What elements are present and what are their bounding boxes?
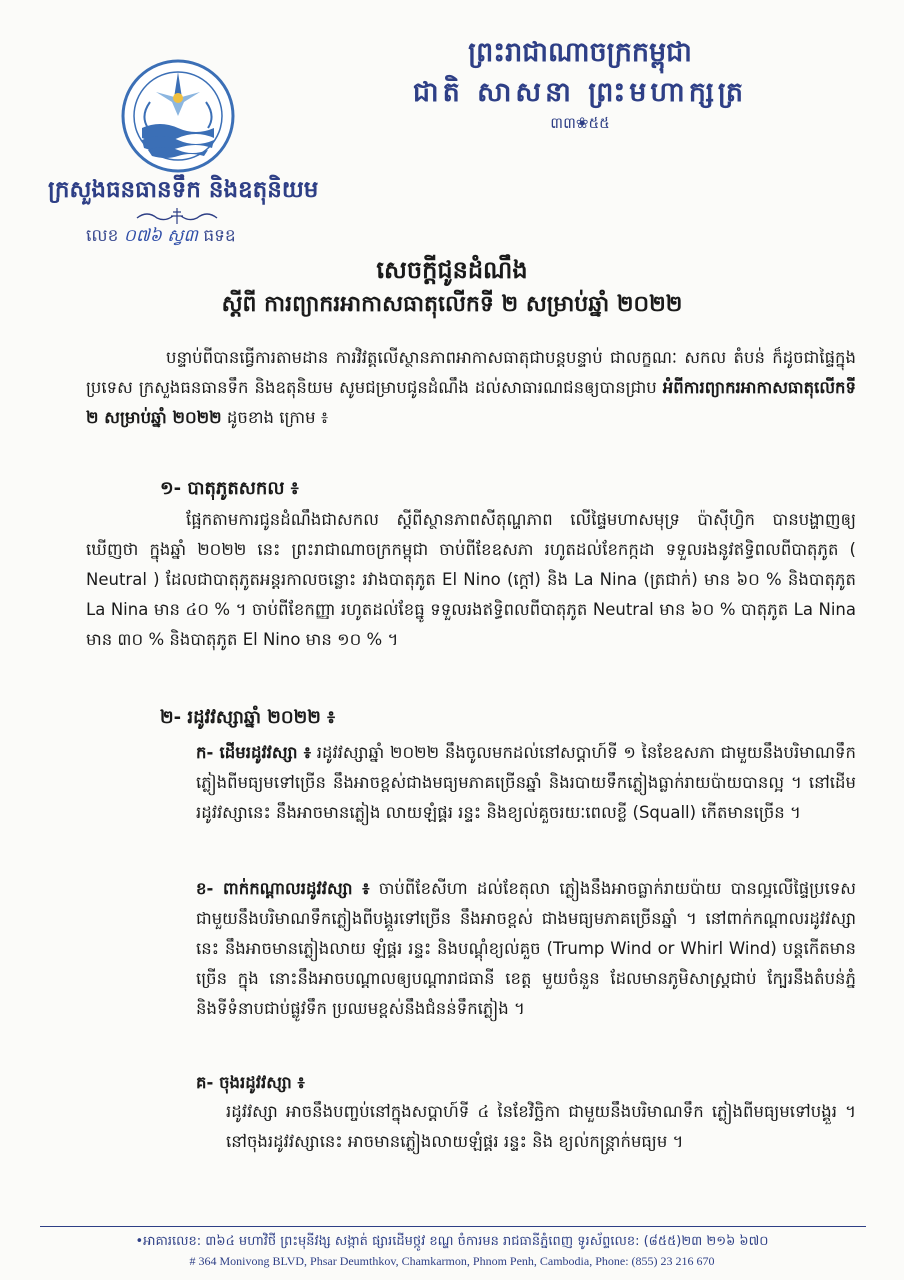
kingdom-title: ព្រះរាជាណាចក្រកម្ពុជា — [468, 37, 692, 68]
ref-suffix: ធទឧ — [203, 226, 236, 246]
subsection-b — [196, 874, 856, 1024]
footer-address-english: # 364 Monivong BLVD, Phsar Deumthkov, Chamkarmon, Phnom Penh, Cambodia, Phone: (855) 23 216 670 — [189, 1254, 715, 1268]
footer-address-khmer: •អាគារលេខ: ៣៦៤ មហាវិថី ព្រះមុនីវង្ស សង្កាត់ ផ្សារដើមថ្កូវ ខណ្ឌ ចំការមន រាជធានីភ្នំពេញ ទូរស័ព្ទលេខ: (៨៥៥)២៣ ២១៦ ៦៧០ — [135, 1234, 769, 1249]
ref-prefix: លេខ — [86, 226, 119, 246]
national-motto: ជាតិ សាសនា ព្រះមហាក្សត្រ — [412, 77, 748, 108]
motto-flourish: ៣៣❀៥៥ — [550, 114, 610, 132]
subsection-a — [196, 738, 856, 828]
footer-divider — [40, 1226, 866, 1227]
ministry-name: ក្រសួងធនធានទឹក និងឧតុនិយម — [48, 176, 319, 203]
intro-text-1: បន្ទាប់ពីបានធ្វើការតាមដាន ការវិវត្តលើស្ថានភាពអាកាសធាតុជាបន្តបន្ទាប់ ជាលក្ខណៈ សកល តំបន់ ក៏ដូចជាផ្ទៃក្នុងប្រទេស ក្រសួងធនធានទឹក និងឧតុនិយម សូមជម្រាបជូនដំណឹង ដល់សាធារណជនឲ្យបានជ្រាប — [86, 348, 856, 397]
subsection-c-body: រដូវវស្សា អាចនឹងបញ្ចប់នៅក្នុងសប្តាហ៍ទី ៤ នៃខែវិច្ឆិកា ជាមួយនឹងបរិមាណទឹក ភ្លៀងពីមធ្យមទៅបង្គួរ ។ នៅចុងរដូវវស្សានេះ អាចមានភ្លៀងលាយឡំផ្គរ រន្ទះ និង ខ្យល់កន្ត្រាក់មធ្យម ។ — [226, 1102, 856, 1151]
ministry-logo — [120, 58, 236, 174]
subsection-c — [196, 1068, 856, 1098]
subsection-c-label: គ- ចុងរដូវវស្សា ៖ — [196, 1073, 305, 1092]
section-1-heading: ១- បាតុភូតសកល ៖ — [160, 478, 299, 499]
section-1-body: ផ្អែកតាមការជូនដំណឹងជាសកល ស្តីពីស្ថានភាពសីតុណ្ហភាព លើផ្ទៃមហាសមុទ្រ ប៉ាស៊ីហ្វិក បានបង្ហាញឲ្យឃើញថា ក្នុងឆ្នាំ ២០២២ នេះ ព្រះរាជាណាចក្រកម្ពុជា ចាប់ពីខែឧសភា រហូតដល់ខែកក្កដា ទទួលរងនូវឥទ្ធិពលពីបាតុភូត ( Neutral ) ដែលជាបាតុភូតអន្តរកាលចន្លោះ រវាងបាតុភូត El Nino (ក្តៅ) និង La Nina (ត្រជាក់) មាន ៦០ % និងបាតុភូត La Nina មាន ៤០ % ។ ចាប់ពីខែកញ្ញា រហូតដល់ខែធ្នូ ទទួលរងឥទ្ធិពលពីបាតុភូត Neutral មាន ៦០ % បាតុភូត La Nina មាន ៣០ % និងបាតុភូត El Nino មាន ១០ % ។ — [86, 510, 856, 649]
section-2-heading: ២- រដូវវស្សាឆ្នាំ ២០២២ ៖ — [160, 707, 336, 728]
document-title: សេចក្តីជូនដំណឹង — [376, 256, 528, 284]
subsection-a-body: រដូវវស្សាឆ្នាំ ២០២២ នឹងចូលមកដល់នៅសប្តាហ៍ទី ១ នៃខែឧសភា ជាមួយនឹងបរិមាណទឹកភ្លៀងពីមធ្យមទៅច្រើន នឹងអាចខ្ពស់ជាងមធ្យមភាគច្រើនឆ្នាំ និងរបាយទឹកភ្លៀងធ្លាក់រាយប៉ាយបានល្អ ។ នៅដើមរដូវវស្សានេះ នឹងអាចមានភ្លៀង លាយឡំផ្គរ រន្ទះ និងខ្យល់គួចរយៈពេលខ្លី (Squall) កើតមានច្រើន ។ — [196, 743, 856, 822]
ref-number-handwritten: ០៧៦ ស្វ៣ — [123, 226, 198, 246]
subsection-b-label: ខ- ពាក់កណ្តាលរដូវវស្សា ៖ — [196, 879, 370, 898]
ornament-icon — [133, 206, 221, 226]
subsection-a-label: ក- ដើមរដូវវស្សា ៖ — [196, 743, 312, 762]
subsection-b-body: ចាប់ពីខែសីហា ដល់ខែតុលា ភ្លៀងនឹងអាចធ្លាក់រាយប៉ាយ បានល្អលើផ្ទៃប្រទេស ជាមួយនឹងបរិមាណទឹកភ្លៀងពីបង្គួរទៅច្រើន នឹងអាចខ្ពស់ ជាងមធ្យមភាគច្រើនឆ្នាំ ។ នៅពាក់កណ្តាលរដូវវស្សានេះ នឹងអាចមានភ្លៀងលាយ ឡំផ្គរ រន្ទះ និងបណ្តុំខ្យល់គួច (Trump Wind or Whirl Wind) បន្តកើតមានច្រើន ក្នុង នោះនឹងអាចបណ្តាលឲ្យបណ្តារាជធានី ខេត្ត មួយចំនួន ដែលមានភូមិសាស្ត្រជាប់ ក្បែរនឹងតំបន់ភ្នំ និងទីទំនាបជាប់ផ្លូវទឹក ប្រឈមខ្ពស់នឹងជំនន់ទឹកភ្លៀង ។ — [196, 879, 856, 1018]
intro-text-2: ដូចខាង ក្រោម ៖ — [221, 408, 329, 427]
reference-number — [86, 225, 236, 250]
intro-paragraph — [86, 343, 856, 433]
document-subtitle: ស្តីពី ការព្យាករអាកាសធាតុលើកទី ២ សម្រាប់ឆ្នាំ ២០២២ — [221, 292, 683, 317]
intro-bold: អំពីការព្យាករអាកាសធាតុលើកទី ២ សម្រាប់ឆ្នាំ ២០២២ — [86, 378, 856, 427]
